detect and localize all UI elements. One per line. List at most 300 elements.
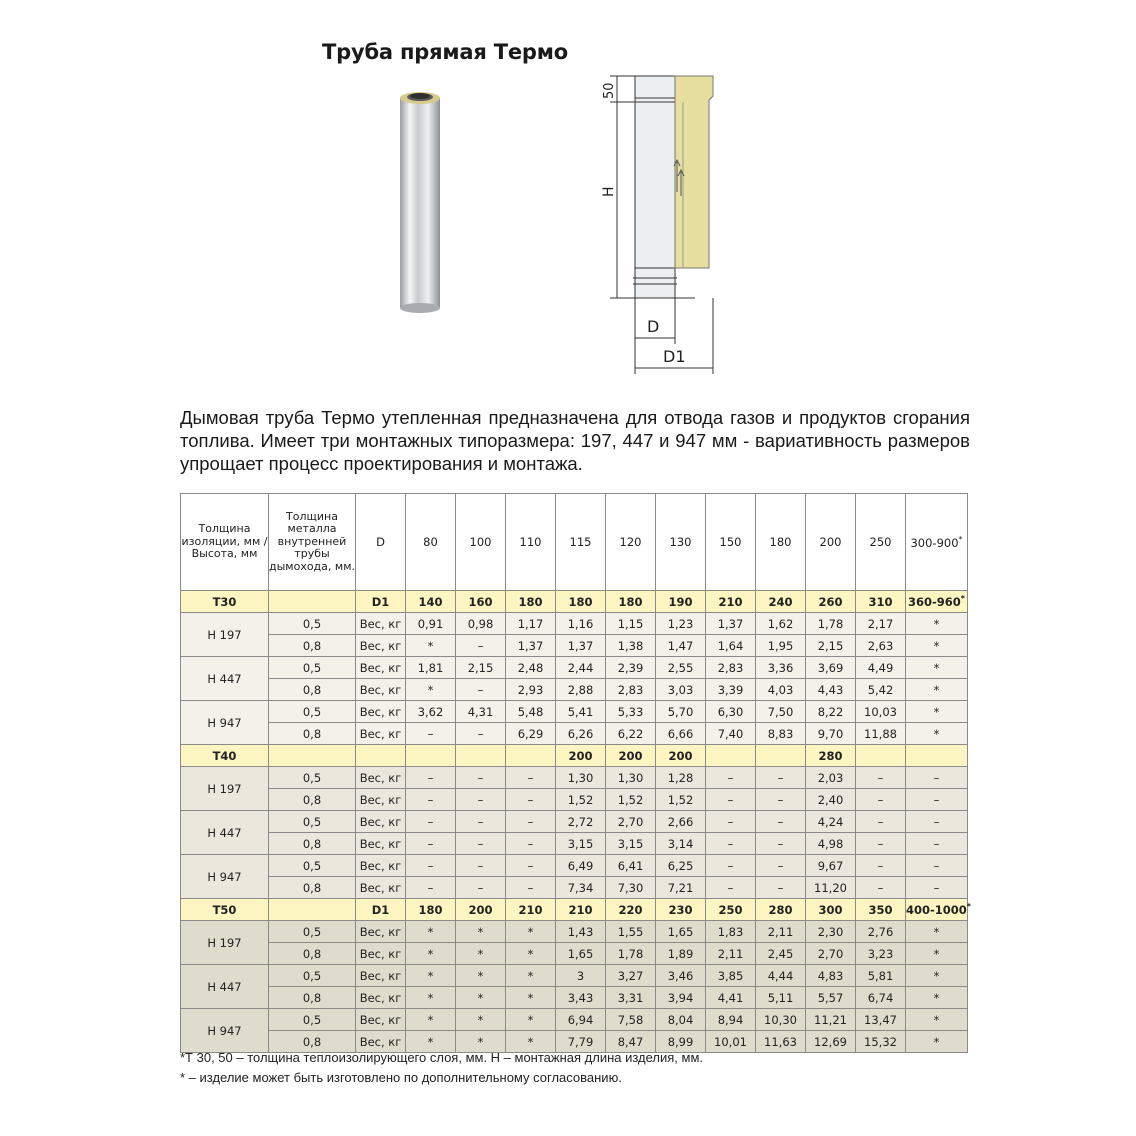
weight-cell: *	[906, 613, 968, 635]
weight-cell: 6,22	[606, 723, 656, 745]
weight-cell: –	[906, 767, 968, 789]
weight-cell: –	[456, 723, 506, 745]
section-d1-value	[606, 899, 656, 921]
weight-cell: 3,62	[406, 701, 456, 723]
weight-cell: 3,85	[706, 965, 756, 987]
unit-cell: Вес, кг	[356, 877, 406, 899]
pipe-photo	[380, 78, 460, 318]
header-d-value	[756, 494, 806, 591]
unit-cell: Вес, кг	[356, 701, 406, 723]
weight-cell: –	[756, 789, 806, 811]
weight-cell: 1,65	[656, 921, 706, 943]
weight-cell: –	[706, 789, 756, 811]
weight-cell: 8,99	[656, 1031, 706, 1053]
weight-cell: 2,76	[856, 921, 906, 943]
section-d1-value	[656, 899, 706, 921]
section-name: Т40	[181, 745, 269, 767]
weight-cell: 11,88	[856, 723, 906, 745]
weight-cell: 3,39	[706, 679, 756, 701]
section-row	[181, 745, 968, 767]
weight-cell: *	[456, 921, 506, 943]
unit-cell: Вес, кг	[356, 1031, 406, 1053]
weight-cell: –	[406, 811, 456, 833]
weight-cell: 4,83	[806, 965, 856, 987]
weight-cell: 1,83	[706, 921, 756, 943]
header-d-value-text: 110	[519, 535, 542, 549]
header-d: D	[356, 494, 406, 591]
section-d1-value-text: 210	[718, 594, 743, 609]
weight-cell: –	[906, 833, 968, 855]
weight-cell: –	[456, 877, 506, 899]
section-d1-value-text: 180	[618, 594, 643, 609]
weight-cell: 1,52	[656, 789, 706, 811]
weight-cell: 2,83	[706, 657, 756, 679]
weight-cell: *	[406, 943, 456, 965]
section-d1-value	[556, 745, 606, 767]
weight-cell: 7,58	[606, 1009, 656, 1031]
unit-cell: Вес, кг	[356, 613, 406, 635]
section-d1-value	[606, 745, 656, 767]
table-row	[181, 943, 968, 965]
section-d1-value-text: 310	[868, 594, 893, 609]
weight-cell: 3,43	[556, 987, 606, 1009]
thickness-cell: 0,5	[269, 767, 356, 789]
weight-cell: 1,28	[656, 767, 706, 789]
weight-cell: –	[506, 789, 556, 811]
weight-cell: 9,67	[806, 855, 856, 877]
weight-cell: 9,70	[806, 723, 856, 745]
section-d1-value	[656, 591, 706, 613]
table-row	[181, 987, 968, 1009]
section-d1-value	[456, 745, 506, 767]
weight-cell: *	[506, 1031, 556, 1053]
weight-cell: *	[406, 635, 456, 657]
weight-cell: *	[906, 943, 968, 965]
unit-cell: Вес, кг	[356, 657, 406, 679]
weight-cell: *	[406, 921, 456, 943]
weight-cell: 3,15	[556, 833, 606, 855]
weight-cell: 4,03	[756, 679, 806, 701]
thickness-cell: 0,8	[269, 943, 356, 965]
section-d1-value-text: 280	[768, 902, 793, 917]
product-description: Дымовая труба Термо утепленная предназначена для отвода газов и продуктов сгорания топлива. Имеет три монтажных типоразмера: 197, 447 и 947 мм - вариативность размеров упрощает процесс проектирования и монтажа.	[180, 407, 970, 474]
weight-cell: –	[856, 855, 906, 877]
weight-cell: 5,33	[606, 701, 656, 723]
section-blank	[269, 899, 356, 921]
table-row	[181, 723, 968, 745]
weight-cell: 1,43	[556, 921, 606, 943]
section-d1-value	[806, 745, 856, 767]
weight-cell: 2,55	[656, 657, 706, 679]
thickness-cell: 0,8	[269, 635, 356, 657]
weight-cell: –	[856, 833, 906, 855]
weight-cell: 2,88	[556, 679, 606, 701]
weight-cell: 3,14	[656, 833, 706, 855]
weight-cell: *	[406, 1031, 456, 1053]
section-d1-value	[406, 899, 456, 921]
weight-cell: –	[756, 767, 806, 789]
weight-cell: *	[506, 921, 556, 943]
section-d1-value-text: 200	[468, 902, 493, 917]
weight-cell: 1,78	[806, 613, 856, 635]
weight-cell: 1,64	[706, 635, 756, 657]
section-d1-value	[756, 745, 806, 767]
height-cell: Н 197	[181, 767, 269, 811]
table-row	[181, 921, 968, 943]
weight-cell: –	[706, 877, 756, 899]
thickness-cell: 0,8	[269, 789, 356, 811]
weight-cell: *	[406, 987, 456, 1009]
weight-cell: 1,62	[756, 613, 806, 635]
weight-cell: 11,21	[806, 1009, 856, 1031]
section-d1-value	[506, 591, 556, 613]
weight-cell: 1,52	[556, 789, 606, 811]
weight-cell: 2,17	[856, 613, 906, 635]
weight-cell: *	[456, 1009, 506, 1031]
height-cell: Н 947	[181, 1009, 269, 1053]
weight-cell: *	[906, 1031, 968, 1053]
weight-cell: 4,44	[756, 965, 806, 987]
weight-cell: *	[906, 1009, 968, 1031]
weight-cell: –	[406, 789, 456, 811]
weight-cell: 8,83	[756, 723, 806, 745]
dim-h-label: H	[601, 186, 617, 197]
weight-cell: 8,04	[656, 1009, 706, 1031]
section-row	[181, 591, 968, 613]
weight-cell: 11,20	[806, 877, 856, 899]
section-d1-value	[906, 899, 971, 921]
weight-cell: *	[906, 921, 968, 943]
weight-cell: –	[506, 833, 556, 855]
weight-cell: –	[906, 789, 968, 811]
weight-cell: –	[506, 767, 556, 789]
weight-cell: –	[406, 877, 456, 899]
section-d1-value	[856, 591, 906, 613]
table-row	[181, 1009, 968, 1031]
weight-cell: –	[856, 877, 906, 899]
weight-cell: –	[706, 767, 756, 789]
thickness-cell: 0,5	[269, 965, 356, 987]
weight-cell: 3	[556, 965, 606, 987]
weight-cell: 12,69	[806, 1031, 856, 1053]
section-d1-value	[756, 899, 806, 921]
table-row	[181, 965, 968, 987]
weight-cell: *	[456, 987, 506, 1009]
section-d1-value-text: 240	[768, 594, 793, 609]
weight-cell: 1,37	[556, 635, 606, 657]
section-d1-value-text: 210	[518, 902, 543, 917]
weight-cell: 6,30	[706, 701, 756, 723]
weight-cell: 1,17	[506, 613, 556, 635]
table-row	[181, 613, 968, 635]
footnote-1: *Т 30, 50 – толщина теплоизолирующего слоя, мм. Н – монтажная длина изделия, мм.	[180, 1050, 704, 1065]
weight-cell: 2,15	[456, 657, 506, 679]
header-d-value-text: 300-900	[910, 535, 959, 550]
section-d1-value-text: 300	[818, 902, 843, 917]
header-metal-thickness: Толщина металла внутренней трубы дымохода, мм.	[269, 494, 356, 591]
section-d1-value-text: 360-960	[908, 594, 961, 609]
section-d1-value-text: 230	[668, 902, 693, 917]
table-row	[181, 833, 968, 855]
weight-cell: –	[506, 877, 556, 899]
unit-cell: Вес, кг	[356, 833, 406, 855]
weight-cell: 1,89	[656, 943, 706, 965]
weight-cell: *	[506, 987, 556, 1009]
weight-cell: 11,63	[756, 1031, 806, 1053]
weight-cell: 6,25	[656, 855, 706, 877]
weight-cell: 1,37	[706, 613, 756, 635]
section-d1-value-text: 190	[668, 594, 693, 609]
weight-cell: 2,39	[606, 657, 656, 679]
header-d-value-text: 115	[569, 535, 592, 549]
section-d1-value	[606, 591, 656, 613]
unit-cell: Вес, кг	[356, 921, 406, 943]
weight-cell: *	[906, 635, 968, 657]
section-d1-value	[406, 591, 456, 613]
unit-cell: Вес, кг	[356, 965, 406, 987]
weight-cell: 1,81	[406, 657, 456, 679]
weight-cell: 2,66	[656, 811, 706, 833]
weight-cell: 7,21	[656, 877, 706, 899]
section-d1-value	[456, 591, 506, 613]
unit-cell: Вес, кг	[356, 987, 406, 1009]
weight-cell: *	[406, 679, 456, 701]
section-d1-value	[856, 745, 906, 767]
weight-cell: *	[456, 965, 506, 987]
section-d1-value-text: 200	[568, 748, 593, 763]
table-row	[181, 877, 968, 899]
weight-cell: 1,52	[606, 789, 656, 811]
section-d1-value-text: 220	[618, 902, 643, 917]
weight-cell: –	[856, 789, 906, 811]
weight-cell: 3,03	[656, 679, 706, 701]
section-d1-value-text: 210	[568, 902, 593, 917]
section-d1-value	[456, 899, 506, 921]
weight-cell: 3,69	[806, 657, 856, 679]
height-cell: Н 197	[181, 921, 269, 965]
weight-cell: *	[906, 965, 968, 987]
thickness-cell: 0,5	[269, 855, 356, 877]
section-d1-value-text: 180	[518, 594, 543, 609]
section-name: Т30	[181, 591, 269, 613]
header-star: *	[958, 534, 963, 544]
weight-cell: 2,03	[806, 767, 856, 789]
section-d1-value	[706, 591, 756, 613]
table-row	[181, 811, 968, 833]
weight-cell: –	[756, 811, 806, 833]
section-d1-value-text: 180	[418, 902, 443, 917]
thickness-cell: 0,5	[269, 657, 356, 679]
weight-cell: 5,11	[756, 987, 806, 1009]
weight-cell: –	[506, 855, 556, 877]
unit-cell: Вес, кг	[356, 811, 406, 833]
thickness-cell: 0,8	[269, 987, 356, 1009]
unit-cell: Вес, кг	[356, 767, 406, 789]
table-row	[181, 679, 968, 701]
header-d-value-text: 100	[469, 535, 492, 549]
weight-cell: 3,27	[606, 965, 656, 987]
weight-cell: *	[456, 943, 506, 965]
weight-cell: 15,32	[856, 1031, 906, 1053]
weight-cell: 1,55	[606, 921, 656, 943]
weight-cell: 5,70	[656, 701, 706, 723]
weight-cell: –	[856, 811, 906, 833]
weight-cell: *	[906, 987, 968, 1009]
weight-cell: 3,23	[856, 943, 906, 965]
weight-cell: 10,01	[706, 1031, 756, 1053]
weight-cell: 1,47	[656, 635, 706, 657]
weight-cell: 13,47	[856, 1009, 906, 1031]
weight-cell: 1,30	[606, 767, 656, 789]
weight-cell: 3,36	[756, 657, 806, 679]
weight-cell: 7,34	[556, 877, 606, 899]
header-d-value-text: 80	[423, 535, 438, 549]
weight-cell: 1,23	[656, 613, 706, 635]
weight-cell: *	[506, 965, 556, 987]
height-cell: Н 947	[181, 855, 269, 899]
weight-cell: 2,15	[806, 635, 856, 657]
weight-cell: –	[506, 811, 556, 833]
section-d1-value	[706, 899, 756, 921]
weight-cell: –	[456, 789, 506, 811]
header-d-value	[806, 494, 856, 591]
section-d1-value	[806, 899, 856, 921]
header-d-value	[656, 494, 706, 591]
weight-cell: –	[406, 833, 456, 855]
weight-cell: *	[506, 1009, 556, 1031]
table-header-row	[181, 494, 968, 591]
header-d-value	[706, 494, 756, 591]
weight-cell: 2,63	[856, 635, 906, 657]
weight-cell: –	[756, 877, 806, 899]
weight-cell: 2,11	[706, 943, 756, 965]
section-label: D1	[356, 591, 406, 613]
weight-cell: –	[756, 833, 806, 855]
section-d1-value	[906, 591, 968, 613]
weight-cell: 2,70	[806, 943, 856, 965]
thickness-cell: 0,8	[269, 1031, 356, 1053]
height-cell: Н 447	[181, 811, 269, 855]
weight-cell: –	[406, 855, 456, 877]
unit-cell: Вес, кг	[356, 943, 406, 965]
weight-cell: 1,15	[606, 613, 656, 635]
weight-cell: 6,49	[556, 855, 606, 877]
section-label	[356, 745, 406, 767]
weight-cell: 8,22	[806, 701, 856, 723]
thickness-cell: 0,8	[269, 723, 356, 745]
weight-cell: 2,48	[506, 657, 556, 679]
thickness-cell: 0,8	[269, 679, 356, 701]
weight-cell: 4,43	[806, 679, 856, 701]
height-cell: Н 447	[181, 657, 269, 701]
specs-table	[180, 493, 971, 1053]
weight-cell: 4,98	[806, 833, 856, 855]
weight-cell: 2,40	[806, 789, 856, 811]
weight-cell: *	[906, 701, 968, 723]
weight-cell: 6,74	[856, 987, 906, 1009]
section-name: Т50	[181, 899, 269, 921]
section-d1-value-text: 160	[468, 594, 493, 609]
weight-cell: 5,42	[856, 679, 906, 701]
weight-cell: 4,41	[706, 987, 756, 1009]
unit-cell: Вес, кг	[356, 679, 406, 701]
section-star: *	[966, 902, 971, 912]
section-d1-value	[856, 899, 906, 921]
footnote-2: * – изделие может быть изготовлено по дополнительному согласованию.	[180, 1070, 622, 1085]
weight-cell: –	[906, 811, 968, 833]
header-insulation-height: Толщина изоляции, мм / Высота, мм	[181, 494, 269, 591]
dim-d1-label: D1	[663, 347, 686, 366]
section-star: *	[960, 594, 965, 604]
weight-cell: *	[906, 657, 968, 679]
weight-cell: 10,30	[756, 1009, 806, 1031]
header-d-value-text: 130	[669, 535, 692, 549]
section-d1-value	[756, 591, 806, 613]
weight-cell: *	[406, 965, 456, 987]
weight-cell: 3,94	[656, 987, 706, 1009]
weight-cell: 5,41	[556, 701, 606, 723]
thickness-cell: 0,5	[269, 1009, 356, 1031]
header-d-value-text: 250	[869, 535, 892, 549]
weight-cell: 2,44	[556, 657, 606, 679]
weight-cell: 5,48	[506, 701, 556, 723]
unit-cell: Вес, кг	[356, 635, 406, 657]
unit-cell: Вес, кг	[356, 855, 406, 877]
weight-cell: 2,72	[556, 811, 606, 833]
weight-cell: 0,91	[406, 613, 456, 635]
weight-cell: *	[456, 1031, 506, 1053]
weight-cell: 1,30	[556, 767, 606, 789]
weight-cell: –	[756, 855, 806, 877]
weight-cell: 2,83	[606, 679, 656, 701]
weight-cell: 5,57	[806, 987, 856, 1009]
weight-cell: –	[906, 855, 968, 877]
table-row	[181, 767, 968, 789]
weight-cell: –	[706, 811, 756, 833]
weight-cell: –	[706, 855, 756, 877]
weight-cell: 8,47	[606, 1031, 656, 1053]
thickness-cell: 0,5	[269, 811, 356, 833]
section-d1-value-text: 400-1000	[906, 902, 967, 917]
header-d-value	[456, 494, 506, 591]
header-d-value-text: 180	[769, 535, 792, 549]
weight-cell: –	[456, 855, 506, 877]
header-d-value-text: 150	[719, 535, 742, 549]
unit-cell: Вес, кг	[356, 789, 406, 811]
weight-cell: 4,24	[806, 811, 856, 833]
unit-cell: Вес, кг	[356, 723, 406, 745]
weight-cell: 1,78	[606, 943, 656, 965]
section-d1-value-text: 280	[818, 748, 843, 763]
weight-cell: 10,03	[856, 701, 906, 723]
section-d1-value	[406, 745, 456, 767]
weight-cell: *	[906, 679, 968, 701]
header-d-value	[906, 494, 968, 591]
weight-cell: 4,31	[456, 701, 506, 723]
weight-cell: *	[406, 1009, 456, 1031]
weight-cell: –	[456, 679, 506, 701]
weight-cell: 1,37	[506, 635, 556, 657]
weight-cell: –	[706, 833, 756, 855]
table-row	[181, 855, 968, 877]
weight-cell: 7,79	[556, 1031, 606, 1053]
weight-cell: 2,45	[756, 943, 806, 965]
weight-cell: –	[406, 723, 456, 745]
section-d1-value-text: 200	[618, 748, 643, 763]
section-d1-value-text: 200	[668, 748, 693, 763]
header-d-value-text: 200	[819, 535, 842, 549]
weight-cell: 1,16	[556, 613, 606, 635]
